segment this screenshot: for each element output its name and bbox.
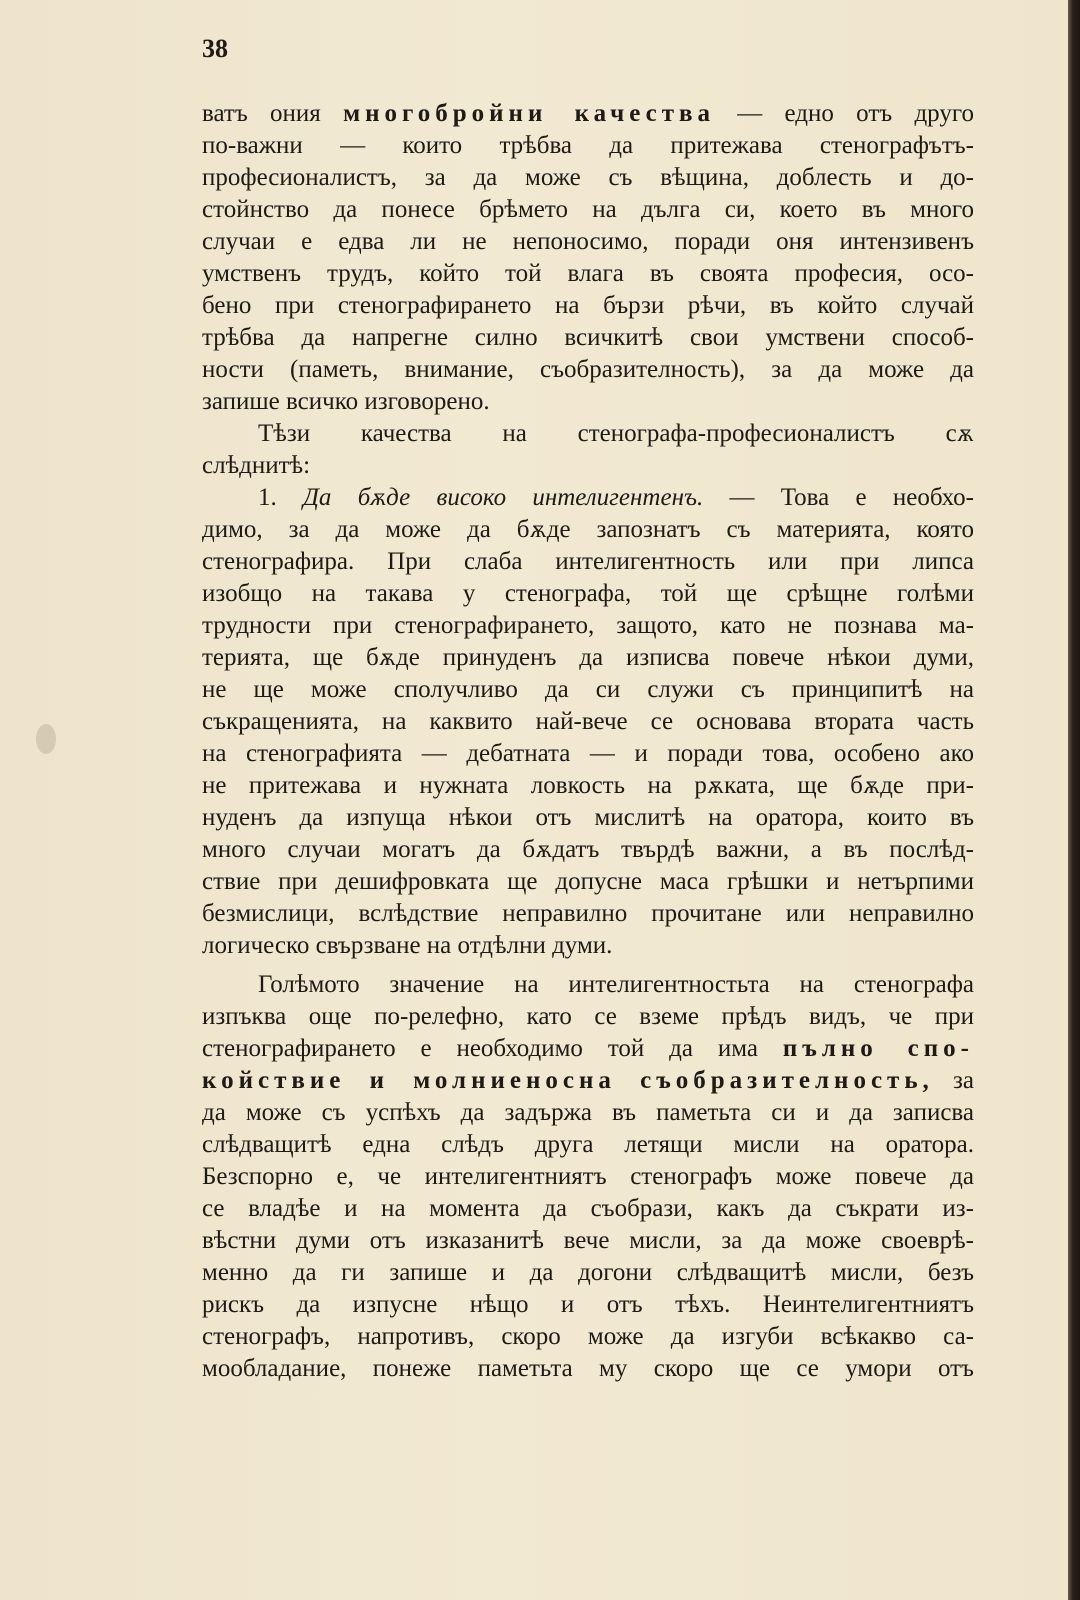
text-line: [202, 1033, 974, 1065]
paper-stain: [36, 724, 56, 754]
text-line: изобщо на такава у стенографа, той ще срѣщне голѣми: [202, 580, 974, 607]
text-line: да може съ успѣхъ да задържа въ паметьта си и да записва: [202, 1099, 974, 1126]
text-line: не притежава и нужната ловкость на рѫката, ще бѫде при-: [202, 772, 974, 799]
text-line: [202, 98, 974, 130]
text-line: ствие при дешифровката ще допусне маса грѣшки и нетърпими: [202, 868, 974, 895]
list-number: 1.: [258, 484, 304, 511]
text-line: много случаи могатъ да бѫдатъ твърдѣ важни, а въ послѣд-: [202, 836, 974, 863]
text-line: Безспорно е, че интелигентниятъ стенографъ може повече да: [202, 1163, 974, 1190]
text-line: съкращенията, на каквито най-вече се основава втората часть: [202, 708, 974, 735]
text-line: Голѣмото значение на интелигентностьта на стенографа: [258, 971, 974, 998]
text-line: безмислици, вслѣдствие неправилно прочитане или неправилно: [202, 900, 974, 927]
text-line: стенографъ, напротивъ, скоро може да изгуби всѣкакво са-: [202, 1323, 974, 1350]
text-line: димо, за да може да бѫде запознатъ съ материята, която: [202, 516, 974, 543]
text-line: мообладание, понеже паметьта му скоро ще се умори отъ: [202, 1355, 974, 1382]
text-line: нуденъ да изпуща нѣкои отъ мислитѣ на оратора, които въ: [202, 804, 974, 831]
text-line: трѣбва да напрегне силно всичкитѣ свои умствени способ-: [202, 324, 974, 351]
text-line: слѣдващитѣ една слѣдъ друга летящи мисли на оратора.: [202, 1131, 974, 1158]
text-line: трудности при стенографирането, защото, като не познава ма-: [202, 612, 974, 639]
text-line: не ще може сполучливо да си служи съ принципитѣ на: [202, 676, 974, 703]
text-line: по-важни — които трѣбва да притежава стенографътъ-: [202, 132, 974, 159]
text-line: случаи е едва ли не непоносимо, поради оня интензивенъ: [202, 228, 974, 255]
text-line: Тѣзи качества на стенографа-професионалистъ сѫ: [258, 420, 974, 447]
text-line: стенографира. При слаба интелигентность или при липса: [202, 548, 974, 575]
text-segment: — Това е необхо-: [703, 484, 974, 511]
text-line: рискъ да изпусне нѣщо и отъ тѣхъ. Неинтелигентниятъ: [202, 1291, 974, 1318]
page-edge-shadow: [1068, 0, 1080, 1600]
text-line: слѣднитѣ:: [202, 452, 311, 479]
text-line: бено при стенографирането на бързи рѣчи, въ който случай: [202, 292, 974, 319]
text-line: изпъква още по-релефно, като се вземе прѣдъ видъ, че при: [202, 1003, 974, 1030]
emphasized-text: койствие и молниеносна съобразителность,: [202, 1067, 934, 1094]
text-line: терията, ще бѫде принуденъ да изписва повече нѣкои думи,: [202, 644, 974, 671]
text-line: запише всичко изговорено.: [202, 388, 490, 415]
text-segment: стенографирането е необходимо той да има: [202, 1035, 783, 1062]
emphasized-text: многобройни качества: [343, 100, 716, 127]
emphasized-text: пълно спо-: [782, 1035, 974, 1062]
text-segment: — едно отъ друго: [715, 100, 974, 127]
text-line: умственъ трудъ, който той влага въ своята професия, осо-: [202, 260, 974, 287]
text-line: ности (паметь, внимание, съобразителность), за да може да: [202, 356, 974, 383]
text-line: стойнство да понесе брѣмето на дълга си, което въ много: [202, 196, 974, 223]
italic-heading: Да бѫде високо интелигентенъ.: [303, 484, 704, 511]
text-line: логическо свързване на отдѣлни думи.: [202, 932, 613, 959]
text-line: професионалистъ, за да може съ вѣщина, доблесть и до-: [202, 164, 974, 191]
text-line: [202, 482, 974, 514]
text-line: менно да ги запише и да догони слѣдващитѣ мисли, безъ: [202, 1259, 974, 1286]
text-line: вѣстни думи отъ изказанитѣ вече мисли, за да може своеврѣ-: [202, 1227, 974, 1254]
text-line: се владѣе и на момента да съобрази, какъ да съкрати из-: [202, 1195, 974, 1222]
page-number: 38: [202, 34, 228, 63]
body-text: [202, 98, 974, 1385]
text-line: [202, 1065, 974, 1097]
text-segment: ватъ ония: [202, 100, 344, 127]
text-segment: за: [933, 1067, 974, 1094]
text-line: на стенографията — дебатната — и поради това, особено ако: [202, 740, 974, 767]
